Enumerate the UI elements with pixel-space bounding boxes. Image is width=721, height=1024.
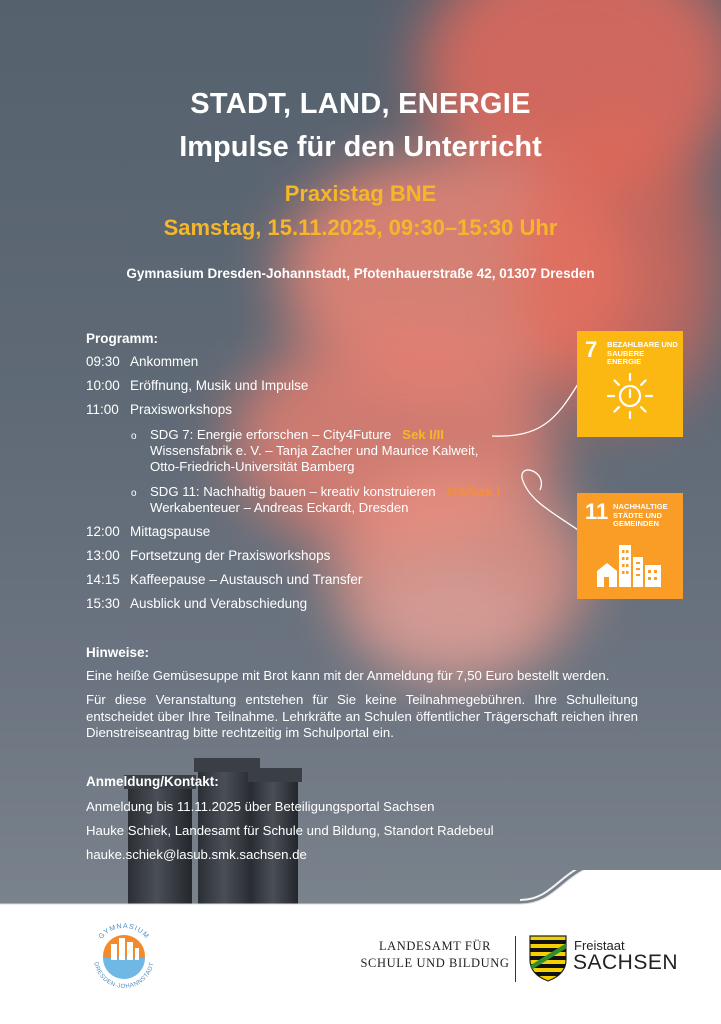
contact-person: Hauke Schiek, Landesamt für Schule und Bildung, Standort Radebeul <box>86 823 494 838</box>
sachsen-coat-of-arms <box>528 934 568 982</box>
event-name: Praxistag BNE <box>284 181 437 206</box>
sdg-11-tile <box>577 493 683 599</box>
sachsen-line-2: SACHSEN <box>573 951 679 974</box>
power-sun-icon <box>605 371 655 421</box>
sdg-label: NACHHALTIGE STÄDTE UND GEMEINDEN <box>613 502 668 529</box>
bullet-icon: o <box>131 488 137 499</box>
bullet-icon: o <box>131 431 137 442</box>
notes-paragraph-1: Eine heiße Gemüsesuppe mit Brot kann mit der Anmeldung für 7,50 Euro bestellt werden. <box>86 668 610 683</box>
workshop-level: GS/Sek I <box>446 484 501 499</box>
notes-paragraph-2: Für diese Veranstaltung entstehen für Sie keine Teilnahmegebühren. Ihre Schulleitung entscheidet über Ihre Teilnahme. Lehrkräfte an Schulen öffentlicher Trägerschaft reichen ihren Dienstreiseantrag bitte rechtzeitig im Schulportal ein. <box>86 692 638 740</box>
program-item: 10:00 Eröffnung, Musik und Impulse <box>86 378 309 393</box>
sdg-label: BEZAHLBARE UND SAUBERE ENERGIE <box>607 340 678 367</box>
school-logo <box>86 918 162 994</box>
event-date: Samstag, 15.11.2025, 09:30–15:30 Uhr <box>163 215 558 240</box>
workshop-title: SDG 7: Energie erforschen – City4Future <box>150 427 392 442</box>
sdg-7-tile <box>577 331 683 437</box>
title-line-1: STADT, LAND, ENERGIE <box>190 88 531 120</box>
program-item: 09:30 Ankommen <box>86 354 199 369</box>
workshop-institution: Otto-Friedrich-Universität Bamberg <box>150 459 355 474</box>
sdg-number: 11 <box>585 499 609 524</box>
contact-heading: Anmeldung/Kontakt: <box>86 774 219 789</box>
workshop-level: Sek I/II <box>402 427 444 442</box>
title-line-2: Impulse für den Unterricht <box>179 131 542 163</box>
lasub-line-1: LANDESAMT FÜR <box>378 939 492 953</box>
notes-heading: Hinweise: <box>86 645 150 660</box>
venue-address: Gymnasium Dresden-Johannstadt, Pfotenhauerstraße 42, 01307 Dresden <box>126 266 595 281</box>
sdg-number: 7 <box>585 337 598 362</box>
lasub-line-2: SCHULE UND BILDUNG <box>360 956 510 970</box>
contact-registration: Anmeldung bis 11.11.2025 über Beteiligungsportal Sachsen <box>86 799 435 814</box>
workshop-provider: Werkabenteuer – Andreas Eckardt, Dresden <box>150 500 409 515</box>
contact-email[interactable]: hauke.schiek@lasub.smk.sachsen.de <box>86 847 307 862</box>
logo-text-bottom: DRESDEN-JOHANNSTADT <box>92 961 156 991</box>
lasub-logo <box>360 938 510 972</box>
program-item: 13:00 Fortsetzung der Praxisworkshops <box>86 548 331 563</box>
program-item: 14:15 Kaffeepause – Austausch und Transfer <box>86 572 363 587</box>
program-item: 15:30 Ausblick und Verabschiedung <box>86 596 308 611</box>
logo-text-top: GYMNASIUM <box>97 922 151 941</box>
city-buildings-icon <box>595 541 665 589</box>
program-item: 11:00 Praxisworkshops <box>86 402 233 417</box>
divider <box>515 936 516 982</box>
program-heading: Programm: <box>86 331 159 346</box>
sachsen-line-1: Freistaat <box>574 938 625 953</box>
program-item: 12:00 Mittagspause <box>86 524 211 539</box>
workshop-provider: Wissensfabrik e. V. – Tanja Zacher und Maurice Kalweit, <box>150 443 479 458</box>
workshop-title: SDG 11: Nachhaltig bauen – kreativ konstruieren <box>150 484 436 499</box>
